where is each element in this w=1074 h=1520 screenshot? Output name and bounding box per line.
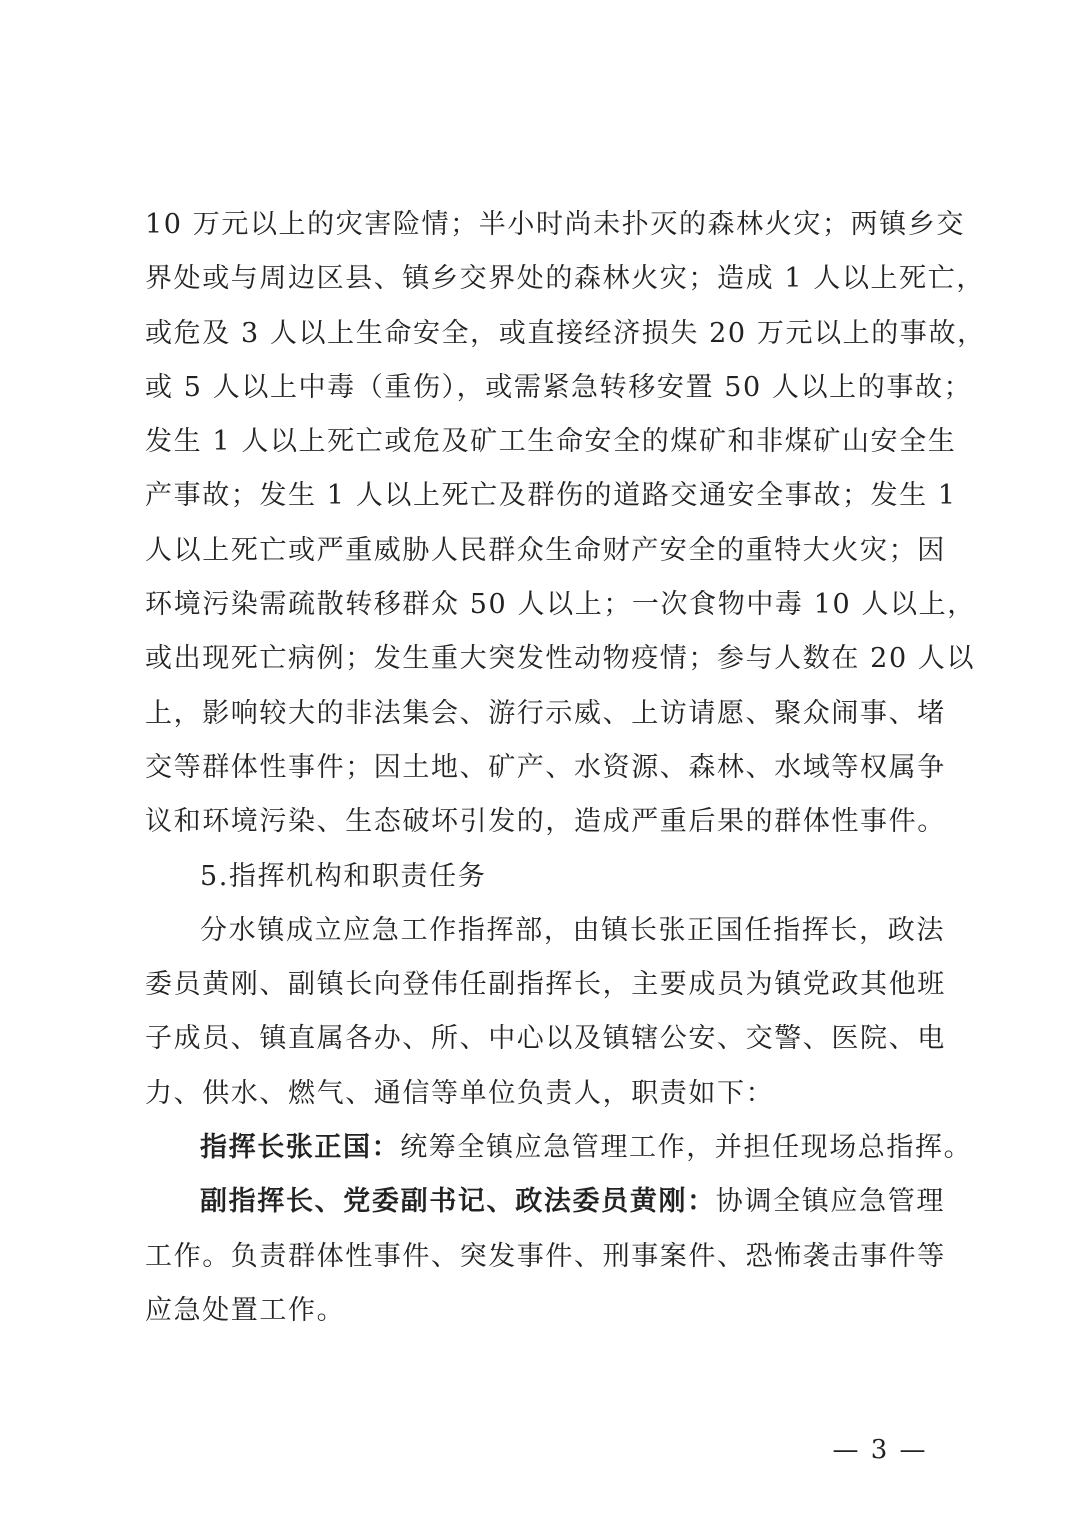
text-line: 产事故；发生 1 人以上死亡及群伤的道路交通安全事故；发生 1 (145, 480, 957, 512)
text-line: 应急处置工作。 (145, 1294, 346, 1326)
text-line: 委员黄刚、副镇长向登伟任副指挥长，主要成员为镇党政其他班 (145, 969, 946, 1001)
text-line: 界处或与周边区县、镇乡交界处的森林火灾；造成 1 人以上死亡， (145, 263, 985, 295)
text-line: 分水镇成立应急工作指挥部，由镇长张正国任指挥长，政法 (200, 914, 945, 946)
commander-label: 指挥长张正国： (200, 1132, 401, 1164)
text-line: 交等群体性事件；因土地、矿产、水资源、森林、水域等权属争 (145, 751, 946, 783)
text-line: 人以上死亡或严重威胁人民群众生命财产安全的重特大火灾；因 (145, 534, 946, 566)
deputy-text: 协调全镇应急管理 (715, 1186, 945, 1218)
commander-paragraph (145, 1121, 973, 1175)
text-line: 工作。负责群体性事件、突发事件、刑事案件、恐怖袭击事件等 (145, 1240, 946, 1272)
text-line: 发生 1 人以上死亡或危及矿工生命安全的煤矿和非煤矿山安全生 (145, 426, 957, 458)
document-page (145, 198, 986, 1338)
text-line: 10 万元以上的灾害险情；半小时尚未扑灭的森林火灾；两镇乡交 (145, 209, 965, 240)
deputy-label: 副指挥长、党委副书记、政法委员黄刚： (200, 1186, 716, 1218)
text-line: 或危及 3 人以上生命安全，或直接经济损失 20 万元以上的事故， (145, 317, 986, 349)
section-heading: 5.指挥机构和职责任务 (200, 860, 487, 892)
text-line: 或出现死亡病例；发生重大突发性动物疫情；参与人数在 20 人以 (145, 643, 976, 675)
text-line: 力、供水、燃气、通信等单位负责人，职责如下： (145, 1077, 775, 1109)
text-line: 子成员、镇直属各办、所、中心以及镇辖公安、交警、医院、电 (145, 1023, 946, 1055)
deputy-paragraph (145, 1175, 945, 1229)
page-number: — 3 — (832, 1435, 928, 1465)
text-line: 议和环境污染、生态破坏引发的，造成严重后果的群体性事件。 (145, 806, 946, 838)
text-line: 环境污染需疏散转移群众 50 人以上；一次食物中毒 10 人以上， (145, 589, 976, 621)
text-line: 或 5 人以上中毒（重伤），或需紧急转移安置 50 人以上的事故； (145, 371, 973, 403)
commander-text: 统筹全镇应急管理工作，并担任现场总指挥。 (400, 1132, 973, 1164)
text-line: 上，影响较大的非法集会、游行示威、上访请愿、聚众闹事、堵 (145, 697, 946, 729)
